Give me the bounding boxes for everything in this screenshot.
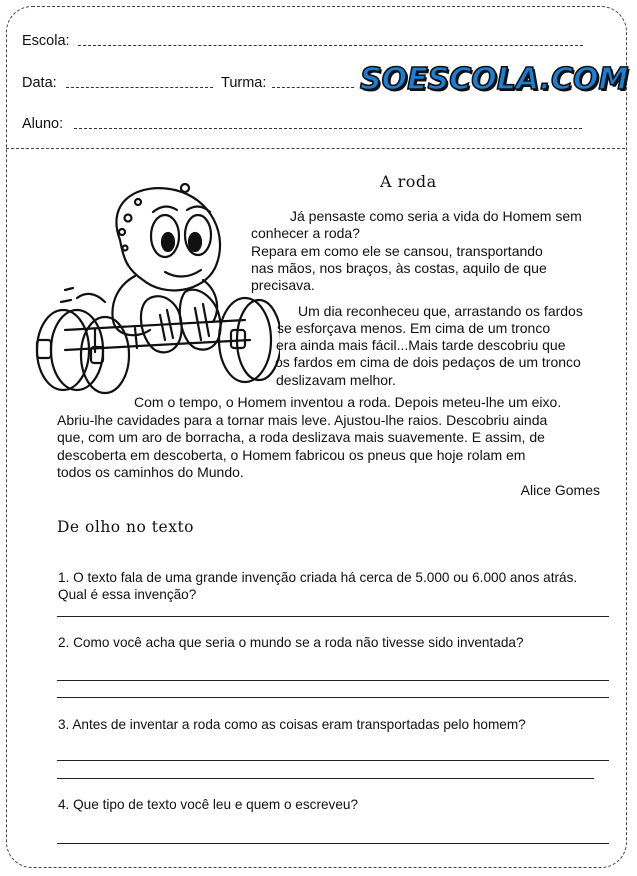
story-line: nas mãos, nos braços, às costas, aquilo de que [251, 260, 547, 276]
soescola-logo: SOESCOLA.COM [360, 62, 629, 97]
story-line: Abriu-lhe cavidades para a tornar mais leve. Ajustou-lhe raios. Descobriu ainda [57, 412, 548, 428]
answer-line-3a[interactable] [57, 760, 609, 761]
class-label: Turma: [221, 75, 267, 91]
school-label: Escola: [22, 33, 70, 49]
header-divider [6, 148, 625, 149]
class-field[interactable] [272, 87, 354, 88]
question-3: 3. Antes de inventar a roda como as coisas eram transportadas pelo homem? [58, 717, 526, 732]
answer-line-3b[interactable] [57, 778, 594, 779]
story-line: os fardos em cima de dois pedaços de um tronco [275, 354, 581, 370]
section-title: De olho no texto [57, 518, 195, 536]
story-line: era ainda mais fácil...Mais tarde descobriu que [276, 337, 566, 353]
wheel-cart-illustration [25, 180, 280, 405]
answer-line-2b[interactable] [57, 697, 609, 698]
story-line: que, com um aro de borracha, a roda deslizava mais suavemente. E assim, de [57, 429, 545, 445]
story-line: precisava. [251, 277, 315, 293]
story-line: se esforçava menos. Em cima de um tronco [277, 320, 551, 336]
story-line: Já pensaste como seria a vida do Homem sem [290, 208, 582, 224]
date-label: Data: [22, 75, 57, 91]
story-line: deslizavam melhor. [276, 372, 396, 388]
question-4: 4. Que tipo de texto você leu e quem o escreveu? [58, 797, 359, 812]
story-line: Repara em como ele se cansou, transportando [251, 243, 543, 259]
story-title: A roda [380, 172, 437, 191]
question-1-line2: Qual é essa invenção? [58, 587, 197, 602]
story-line: conhecer a roda? [251, 225, 360, 241]
story-line: Com o tempo, o Homem inventou a roda. Depois meteu-lhe um eixo. [134, 394, 562, 410]
story-line: todos os caminhos do Mundo. [57, 464, 244, 480]
student-field[interactable] [74, 128, 582, 129]
answer-line-4[interactable] [57, 843, 609, 844]
story-author: Alice Gomes [520, 482, 600, 498]
student-label: Aluno: [22, 116, 64, 132]
story-line: descoberta em descoberta, o Homem fabricou os pneus que hoje rolam em [57, 447, 526, 463]
date-field[interactable] [66, 87, 213, 88]
question-1: 1. O texto fala de uma grande invenção criada há cerca de 5.000 ou 6.000 anos atrás. [58, 570, 578, 585]
answer-line-1[interactable] [57, 616, 609, 617]
answer-line-2a[interactable] [57, 680, 609, 681]
question-2: 2. Como você acha que seria o mundo se a roda não tivesse sido inventada? [58, 635, 524, 650]
school-field[interactable] [78, 45, 583, 46]
story-line: Um dia reconheceu que, arrastando os fardos [298, 303, 583, 319]
